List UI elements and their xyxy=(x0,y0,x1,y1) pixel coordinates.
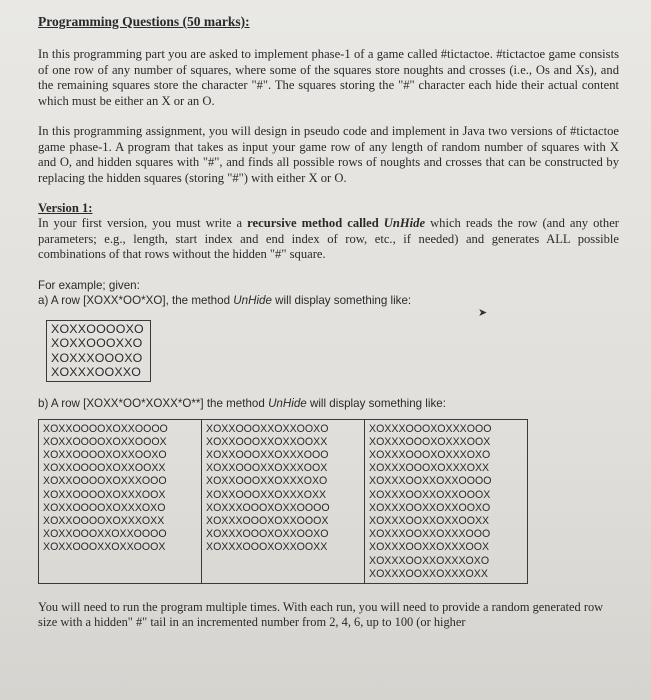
example-b-results-table xyxy=(38,419,528,584)
result-row: XOXXXOOXXOXXOOXO xyxy=(369,501,491,514)
example-a-results-box xyxy=(46,320,151,382)
result-row: XOXXOOOXXOXXXOXO xyxy=(206,475,328,488)
intro-paragraph: In this programming part you are asked to implement phase-1 of a game called #tictactoe. #tictactoe game consists of one row of any number of squares, where some of the squares store noughts and crosses (i.e., Os and Xs), and the remaining squares store the character "#". The squares storing the "#" character each hide their actual content which must be either an X or an O. xyxy=(38,47,619,108)
results-column-3 xyxy=(365,420,527,583)
result-row: XOXXXOOOXOXXOOXX xyxy=(206,541,328,554)
result-row: XOXXXOOXXOXXOOXX xyxy=(369,514,490,527)
example-a-text: a) A row [XOXX*OO*XO], the method UnHide will display something like: xyxy=(38,293,412,307)
result-row: XOXXOOOXXOXXXOOX xyxy=(206,462,328,475)
result-row: XOXXOOOOXOXXXOXX xyxy=(43,514,165,527)
result-row: XOXXOOOOXOXXOOXX xyxy=(43,462,166,475)
result-row: XOXXOOOXXO xyxy=(51,336,143,350)
results-column-2 xyxy=(202,420,365,583)
result-row: XOXXOOOXXOXXXOXX xyxy=(206,488,327,501)
result-row: XOXXXOOOXOXXXOOX xyxy=(369,435,491,448)
example-label: For example; given: xyxy=(38,278,140,292)
version-paragraph: In your first version, you must write a recursive method called UnHide which reads the row (and any other parameters; e.g., length, start index and end index of row, etc., if needed) and generates ALL possible combinations of that rows without the hidden "#" square. xyxy=(38,216,619,261)
mouse-cursor-icon: ➤ xyxy=(478,307,488,319)
result-row: XOXXXOOXXOXXXOXO xyxy=(369,554,490,567)
result-row: XOXXXOOOXOXXXOOO xyxy=(369,422,492,435)
result-row: XOXXOOOXXOXXOOXX xyxy=(206,435,328,448)
result-row: XOXXXOOXXOXXXOXX xyxy=(369,567,488,580)
result-row: XOXXOOOXXOXXXOOO xyxy=(206,448,329,461)
result-row: XOXXXOOOXOXXOOXO xyxy=(206,528,329,541)
result-row: XOXXOOOOXOXXOOOO xyxy=(43,422,168,435)
result-row: XOXXXOOXXOXXXOOO xyxy=(369,528,491,541)
assignment-paragraph: In this programming assignment, you will design in pseudo code and implement in Java two versions of #tictactoe game phase-1. A program that takes as input your game row of any length of random number of squares with X and O, and hidden squares with "#", and finds all possible rows of noughts and crosses that can be constructed by replacing the hidden squares (storing "#") with either X or O. xyxy=(38,124,619,185)
result-row: XOXXOOOOXOXXXOXO xyxy=(43,501,166,514)
result-row: XOXXOOOXXOXXOOOO xyxy=(43,528,167,541)
result-row: XOXXOOOOXOXXOOOX xyxy=(43,435,167,448)
result-row: XOXXXOOXXOXXXOOX xyxy=(369,541,490,554)
example-b-text: b) A row [XOXX*OO*XOXX*O**] the method UnHide will display something like: xyxy=(38,396,446,410)
result-row: XOXXXOOXXOXXOOOX xyxy=(369,488,491,501)
result-row: XOXXOOOOXOXXXOOO xyxy=(43,475,167,488)
results-column-1 xyxy=(39,420,202,583)
result-row: XOXXXOOXXO xyxy=(51,365,142,379)
result-row: XOXXXOOOXOXXXOXO xyxy=(369,448,491,461)
result-row: XOXXOOOXXOXXOOOX xyxy=(43,541,166,554)
result-row: XOXXXOOOXO xyxy=(51,350,143,365)
version-title: Version 1: xyxy=(38,201,93,215)
result-row: XOXXOOOXXOXXOOXO xyxy=(206,422,329,435)
result-row: XOXXXOOXXOXXOOOO xyxy=(369,475,492,488)
page-title: Programming Questions (50 marks): xyxy=(38,14,250,29)
version-section xyxy=(38,201,619,263)
footer-paragraph: You will need to run the program multiple times. With each run, you will need to provide a random generated row size with a hidden" #" tail in an incremented number from 2, 4, 6, up to 100 (or higher xyxy=(38,599,604,629)
result-row: XOXXXOOOXOXXOOOO xyxy=(206,501,330,514)
result-row: XOXXOOOOXOXXXOOX xyxy=(43,488,166,501)
result-row: XOXXOOOOXOXXOOXO xyxy=(43,448,167,461)
result-row: XOXXXOOOXOXXOOOX xyxy=(206,514,329,527)
result-row: XOXXOOOOXO xyxy=(51,321,144,336)
result-row: XOXXXOOOXOXXXOXX xyxy=(369,462,490,475)
